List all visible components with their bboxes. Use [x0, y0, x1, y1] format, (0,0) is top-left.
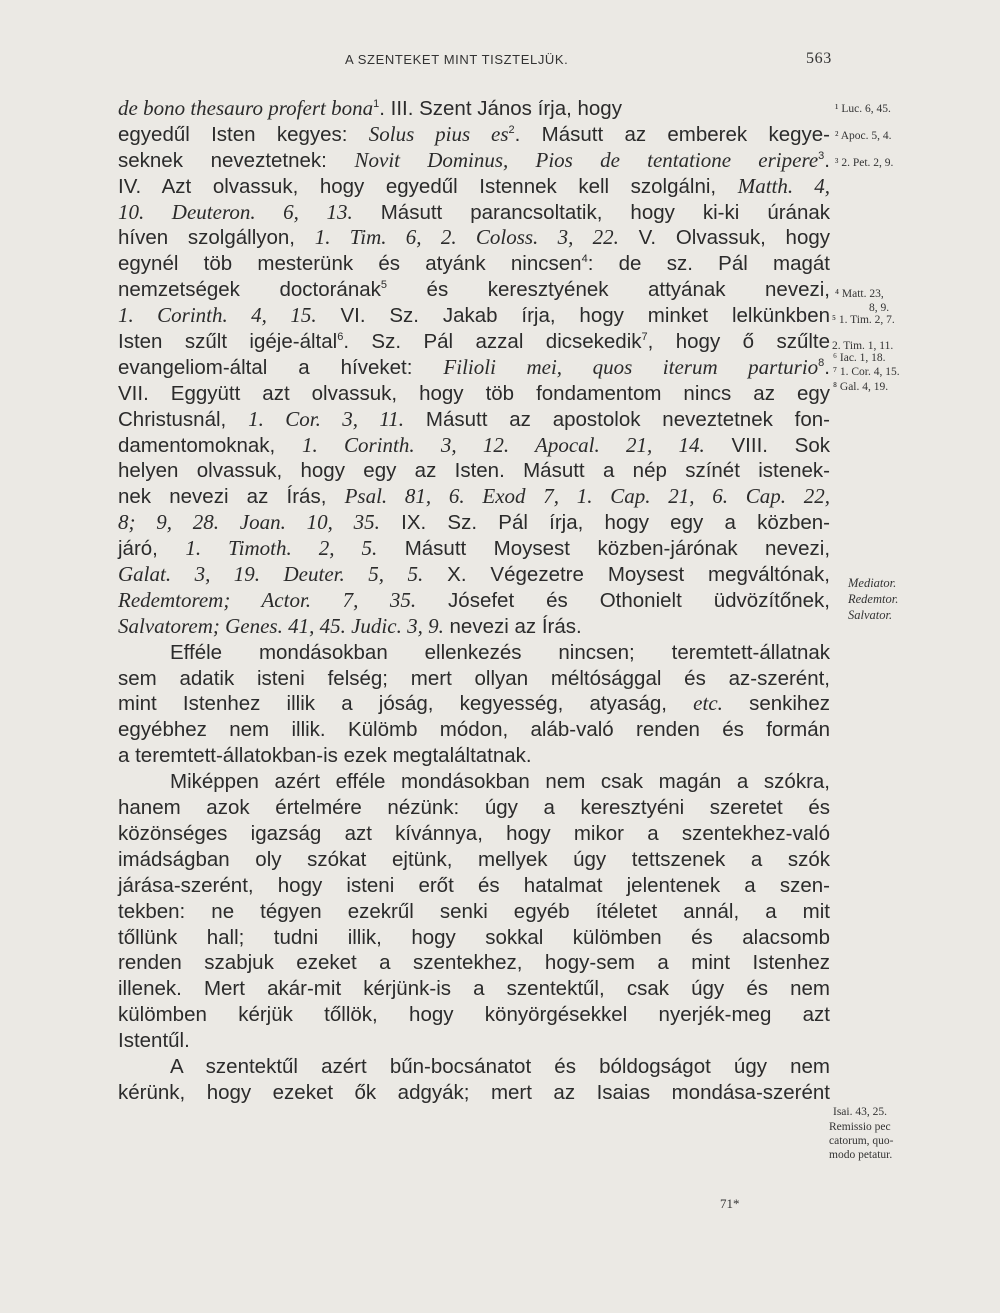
page-number: 563: [806, 50, 832, 67]
text-line: evangeliom-által a híveket: Filioli mei, quos iterum parturio$^8$.: [118, 354, 830, 379]
margin-note: catorum, quo-: [829, 1135, 894, 1147]
text-line: 1. Corinth. 4, 15. VI. Sz. Jakab írja, hogy minket lelkünkben: [118, 303, 830, 328]
margin-note: Salvator.: [848, 608, 893, 622]
text-line: nek nevezi az Írás, Psal. 81, 6. Exod 7, 1. Cap. 21, 6. Cap. 22,: [118, 484, 830, 509]
text-line: mint Istenhez illik a jóság, kegyesség, atyaság, etc. senkihez: [118, 691, 830, 716]
text-line: helyen olvassuk, hogy egy az Isten. Másutt a nép színét istenek-: [118, 459, 830, 483]
text-line: tőllünk hall; tudni illik, hogy sokkal külömben és alacsomb: [118, 925, 830, 949]
text-line: a teremtett-állatokban-is ezek megtaláltatnak.: [118, 744, 532, 768]
text-line: Redemtorem; Actor. 7, 35. Jósefet és Othonielt üdvözítőnek,: [118, 587, 830, 612]
text-line: kérünk, hogy ezeket ők adgyák; mert az Isaias mondása-szerént: [118, 1080, 830, 1104]
text-line: járása-szerént, hogy isteni erőt és hatalmat jelentenek a szen-: [118, 873, 830, 897]
text-line: Isten szűlt igéje-által$^6$. Sz. Pál azzal dicsekedik$^7$, hogy ő szűlte: [118, 330, 831, 354]
text-line: VII. Eggyütt azt olvassuk, hogy töb fondamentom nincs az egy: [118, 381, 830, 405]
text-line: IV. Azt olvassuk, hogy egyedűl Istennek kell szolgálni, Matth. 4,: [118, 173, 830, 198]
text-line: egyébhez nem illik. Külömb módon, aláb-való renden és formán: [118, 718, 830, 742]
margin-note: Redemtor.: [848, 592, 899, 606]
text-line: renden szabjuk ezeket a szentekhez, hogy-sem a mint Istenhez: [118, 951, 830, 975]
text-line: hanem azok értelmére nézünk: úgy a keresztyéni szeretet és: [118, 796, 830, 820]
paragraph: [118, 1054, 830, 1106]
text-line: egynél töb mesterünk és atyánk nincsen$^4$: de sz. Pál magát: [118, 252, 830, 276]
signature-mark: 71*: [720, 1196, 740, 1211]
header-title: A SZENTEKET MINT TISZTELJÜK.: [345, 52, 569, 67]
running-header: [0, 52, 1000, 72]
text-line: Galat. 3, 19. Deuter. 5, 5. X. Végezetre Moysest megváltónak,: [118, 562, 830, 587]
text-line: egyedűl Isten kegyes: Solus pius $es^2$. Másutt az emberek kegye-: [118, 121, 830, 146]
margin-note: Remissio pec: [829, 1121, 891, 1133]
margin-note: Isai. 43, 25.: [833, 1106, 887, 1118]
text-line: nemzetségek doctorának$^5$ és keresztyének attyának nevezi,: [118, 278, 830, 302]
margin-note: ³ 2. Pet. 2, 9.: [835, 157, 894, 169]
margin-note: ⁶ Iac. 1, 18.: [833, 352, 886, 364]
text-line: tekben: ne tégyen ezekrűl senki egyéb ítéletet annál, a mit: [118, 899, 830, 923]
margin-note: ⁵ 1. Tim. 2, 7.: [832, 314, 895, 326]
margin-note: ⁷ 1. Cor. 4, 15.: [833, 366, 900, 378]
text-line: illenek. Mert akár-mit kérjünk-is a szentektűl, csak úgy és nem: [118, 977, 830, 1001]
margin-note: 2. Tim. 1, 11.: [832, 340, 894, 352]
margin-note: ¹ Luc. 6, 45.: [835, 103, 891, 115]
margin-note: ² Apoc. 5, 4.: [835, 130, 892, 142]
text-line: sem adatik isteni felség; mert ollyan méltósággal és az-szerént,: [118, 666, 830, 690]
text-line: imádságban oly szókat ejtünk, mellyek úgy tettszenek a szók: [118, 847, 830, 871]
text-line: híven szolgállyon, 1. Tim. 6, 2. Coloss. 3, 22. V. Olvassuk, hogy: [118, 225, 830, 250]
text-line: külömben kérjük tőllök, hogy könyörgésekkel nyerjék-meg azt: [118, 1003, 830, 1027]
paragraph: [118, 769, 830, 1054]
text-line: járó, 1. Timoth. 2, 5. Másutt Moysest közben-járónak nevezi,: [118, 536, 831, 561]
text-line: Efféle mondásokban ellenkezés nincsen; teremtett-állatnak: [170, 640, 830, 664]
margin-note: Mediator.: [848, 576, 897, 590]
text-line: közönséges igazság azt kívánnya, hogy mikor a szentekhez-való: [118, 821, 830, 845]
text-line: Christusnál, 1. Cor. 3, 11. Másutt az apostolok neveztetnek fon-: [118, 406, 831, 431]
text-line: Salvatorem; Genes. 41, 45. Judic. 3, 9. nevezi az Írás.: [118, 613, 582, 638]
text-line: damentomoknak, 1. Corinth. 3, 12. Apocal. 21, 14. VIII. Sok: [118, 432, 831, 457]
margin-note: ⁴ Matt. 23,: [835, 288, 884, 300]
margin-note: 8, 9.: [869, 302, 890, 314]
text-line: seknek neveztetnek: Novit Dominus, Pios de tentatione eripere$^3$.: [118, 147, 830, 172]
paragraph: [118, 640, 830, 769]
text-line: de bono thesauro profert bona$^1$. III. Szent János írja, hogy: [118, 96, 622, 120]
main-text: [118, 96, 830, 1106]
paragraph: [118, 96, 830, 640]
text-line: 10. Deuteron. 6, 13. Másutt parancsoltatik, hogy ki-ki úrának: [118, 199, 830, 224]
text-line: A szentektűl azért bűn-bocsánatot és bóldogságot úgy nem: [170, 1054, 830, 1078]
text-line: Istentűl.: [118, 1029, 190, 1053]
margin-note: ⁸ Gal. 4, 19.: [833, 381, 889, 393]
text-line: 8; 9, 28. Joan. 10, 35. IX. Sz. Pál írja, hogy egy a közben-: [118, 510, 830, 535]
text-line: Miképpen azért efféle mondásokban nem csak magán a szókra,: [170, 770, 830, 794]
margin-note: modo petatur.: [829, 1149, 893, 1161]
